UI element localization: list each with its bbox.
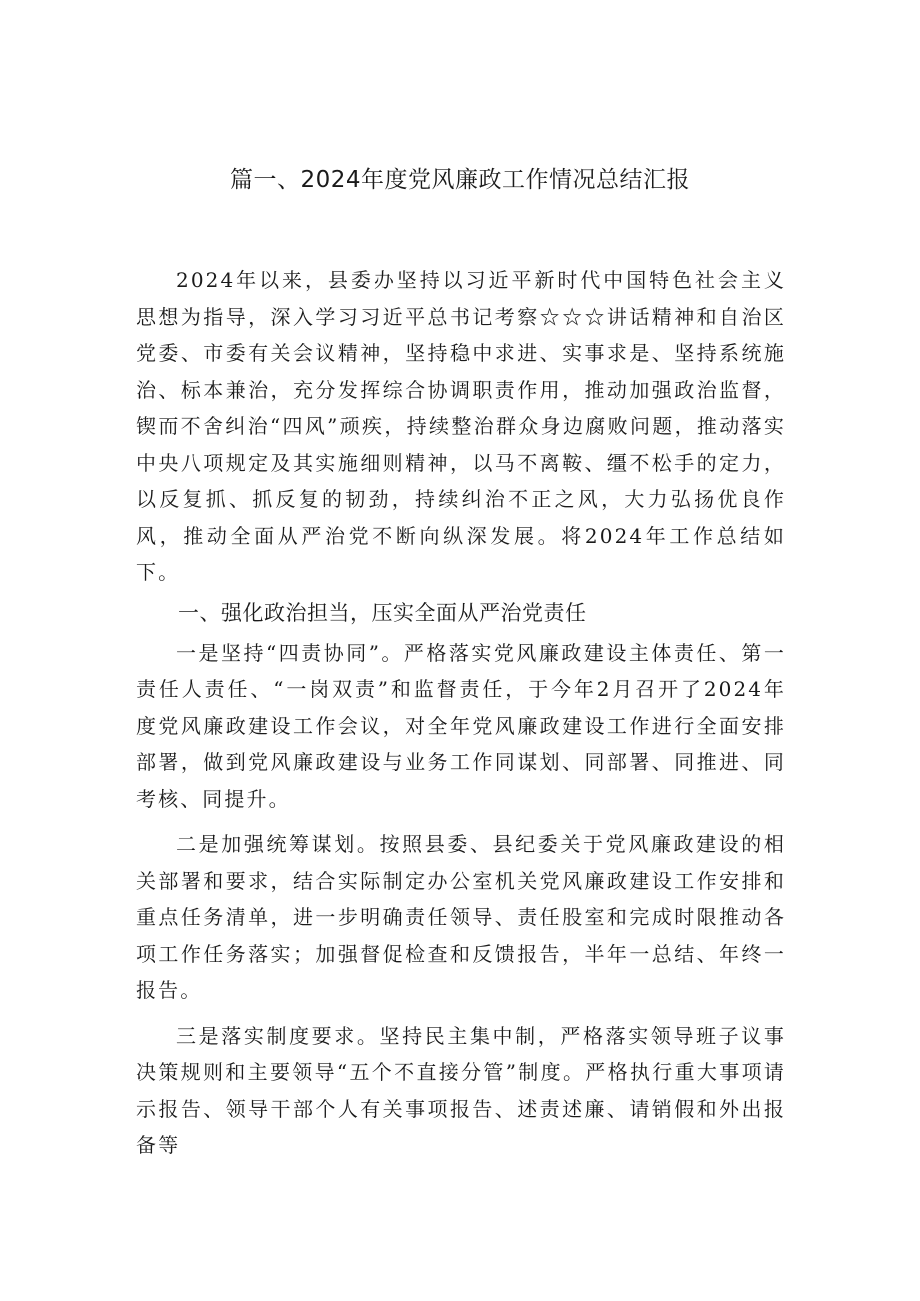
document-body xyxy=(136,262,786,1164)
document-title: 篇一、2024年度党风廉政工作情况总结汇报 xyxy=(229,167,691,193)
section-paragraph-2: 二是加强统筹谋划。按照县委、县纪委关于党风廉政建设的相关部署和要求，结合实际制定办公室机关党风廉政建设工作安排和重点任务清单，进一步明确责任领导、责任股室和完成时限推动各项工作任务落实；加强督促检查和反馈报告，半年一总结、年终一报告。 xyxy=(136,832,786,1002)
section-heading: 一、强化政治担当，压实全面从严治党责任 xyxy=(178,600,587,625)
section-paragraph-3: 三是落实制度要求。坚持民主集中制，严格落实领导班子议事决策规则和主要领导“五个不直接分管”制度。严格执行重大事项请示报告、领导干部个人有关事项报告、述责述廉、请销假和外出报备等 xyxy=(136,1023,786,1157)
section-paragraph-1: 一是坚持“四责协同”。严格落实党风廉政建设主体责任、第一责任人责任、“一岗双责”和监督责任，于今年2月召开了2024年度党风廉政建设工作会议，对全年党风廉政建设工作进行全面安排部署，做到党风廉政建设与业务工作同谋划、同部署、同推进、同考核、同提升。 xyxy=(136,640,786,811)
intro-paragraph: 2024年以来，县委办坚持以习近平新时代中国特色社会主义思想为指导，深入学习习近平总书记考察☆☆☆讲话精神和自治区党委、市委有关会议精神，坚持稳中求进、实事求是、坚持系统施治、标本兼治，充分发挥综合协调职责作用，推动加强政治监督，锲而不舍纠治“四风”顽疾，持续整治群众身边腐败问题，推动落实中央八项规定及其实施细则精神，以马不离鞍、缰不松手的定力，以反复抓、抓反复的韧劲，持续纠治不正之风，大力弘扬优良作风，推动全面从严治党不断向纵深发展。将2024年工作总结如下。 xyxy=(136,268,786,584)
